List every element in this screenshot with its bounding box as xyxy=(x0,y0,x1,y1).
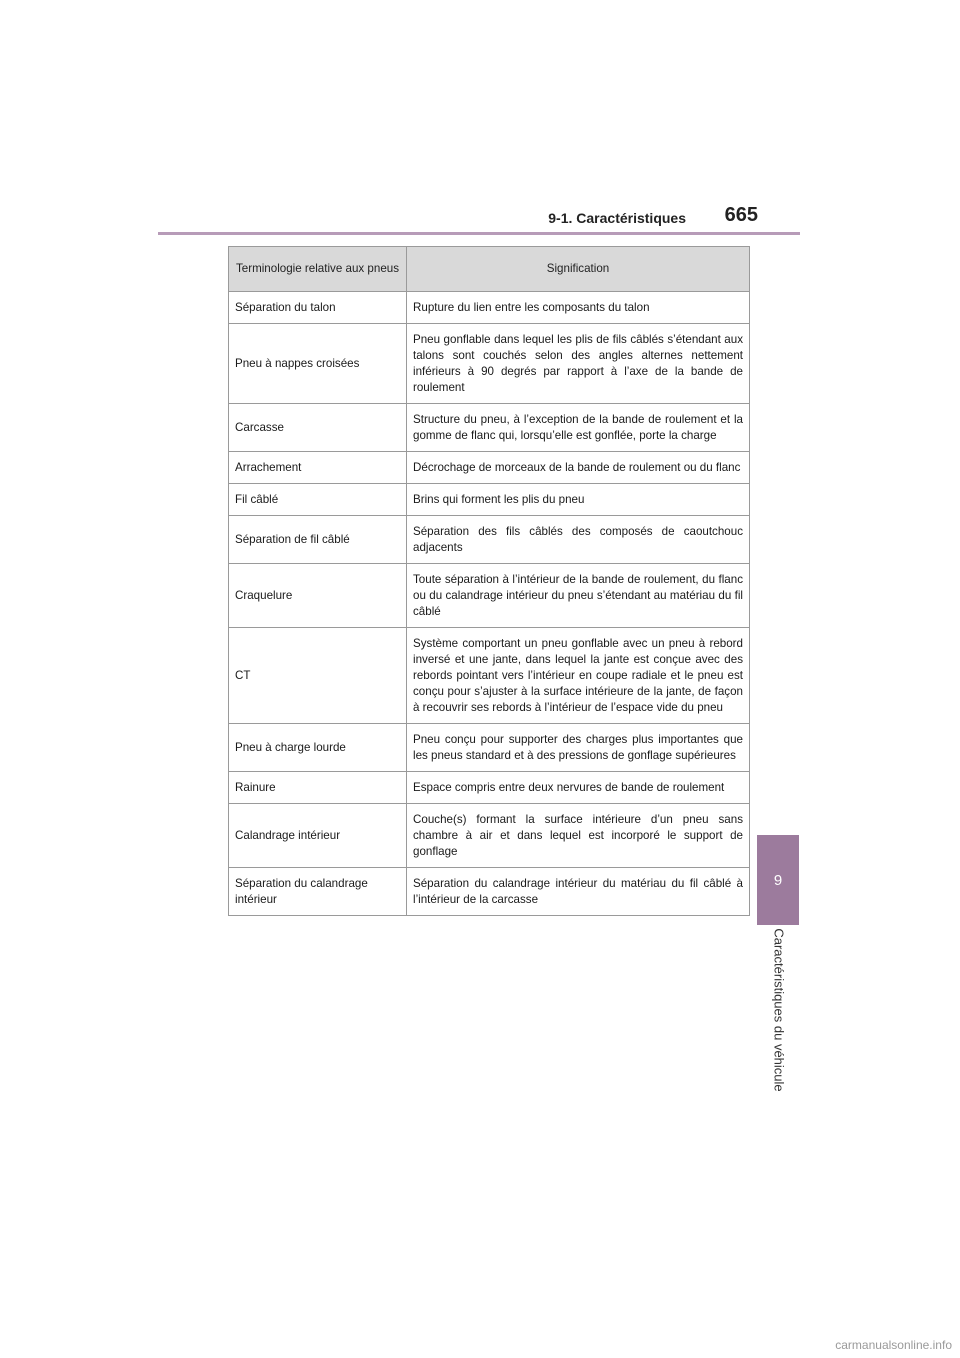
table-row xyxy=(229,564,750,628)
table-row xyxy=(229,292,750,324)
term-cell: Craquelure xyxy=(229,564,407,628)
table-row xyxy=(229,628,750,724)
meaning-cell: Séparation des fils câblés des composés de caoutchouc adjacents xyxy=(407,516,750,564)
col-header-meaning: Signification xyxy=(407,247,750,292)
chapter-title: Caractéristiques du véhicule xyxy=(771,928,787,1092)
term-cell: Carcasse xyxy=(229,404,407,452)
meaning-cell: Pneu conçu pour supporter des charges plus importantes que les pneus standard et à des pressions de gonflage supérieures xyxy=(407,724,750,772)
term-cell: CT xyxy=(229,628,407,724)
meaning-cell: Couche(s) formant la surface intérieure d’un pneu sans chambre à air et dans lequel est incorporé le support de gonflage xyxy=(407,804,750,868)
table-row xyxy=(229,724,750,772)
terminology-table xyxy=(228,246,750,916)
table-row xyxy=(229,452,750,484)
table-row xyxy=(229,404,750,452)
meaning-cell: Brins qui forment les plis du pneu xyxy=(407,484,750,516)
meaning-cell: Toute séparation à l’intérieur de la bande de roulement, du flanc ou du calandrage intérieur du pneu s’étendant au matériau du fil câblé xyxy=(407,564,750,628)
page-number: 665 xyxy=(724,204,758,226)
chapter-tab xyxy=(757,835,799,925)
meaning-cell: Décrochage de morceaux de la bande de roulement ou du flanc xyxy=(407,452,750,484)
table-row xyxy=(229,868,750,916)
meaning-cell: Rupture du lien entre les composants du talon xyxy=(407,292,750,324)
term-cell: Rainure xyxy=(229,772,407,804)
meaning-cell: Pneu gonflable dans lequel les plis de fils câblés s’étendant aux talons sont couchés selon des angles alternes nettement inférieurs à 90 degrés par rapport à l’axe de la bande de roulement xyxy=(407,324,750,404)
table-body xyxy=(229,292,750,916)
header-rule xyxy=(158,232,800,235)
term-cell: Pneu à nappes croisées xyxy=(229,324,407,404)
chapter-number: 9 xyxy=(773,871,783,889)
table-header-row xyxy=(229,247,750,292)
col-header-term: Terminologie relative aux pneus xyxy=(229,247,407,292)
meaning-cell: Espace compris entre deux nervures de bande de roulement xyxy=(407,772,750,804)
term-cell: Arrachement xyxy=(229,452,407,484)
table-row xyxy=(229,772,750,804)
table-row xyxy=(229,516,750,564)
term-cell: Fil câblé xyxy=(229,484,407,516)
watermark: carmanualsonline.info xyxy=(835,1338,952,1352)
term-cell: Séparation de fil câblé xyxy=(229,516,407,564)
meaning-cell: Système comportant un pneu gonflable avec un pneu à rebord inversé et une jante, dans lequel la jante est conçue avec des rebords pointant vers l’intérieur en coupe radiale et le pneu est conçu pour s’ajuster à la surface intérieure de la jante, de façon à recouvrir ses rebords à l’intérieur de l’espace vide du pneu xyxy=(407,628,750,724)
meaning-cell: Séparation du calandrage intérieur du matériau du fil câblé à l’intérieur de la carcasse xyxy=(407,868,750,916)
meaning-cell: Structure du pneu, à l’exception de la bande de roulement et la gomme de flanc qui, lorsqu’elle est gonflée, porte la charge xyxy=(407,404,750,452)
term-cell: Pneu à charge lourde xyxy=(229,724,407,772)
term-cell: Séparation du calandrage intérieur xyxy=(229,868,407,916)
section-title: 9-1. Caractéristiques xyxy=(548,210,686,226)
term-cell: Calandrage intérieur xyxy=(229,804,407,868)
table-row xyxy=(229,484,750,516)
table-row xyxy=(229,804,750,868)
table-row xyxy=(229,324,750,404)
page-header xyxy=(158,198,800,234)
term-cell: Séparation du talon xyxy=(229,292,407,324)
